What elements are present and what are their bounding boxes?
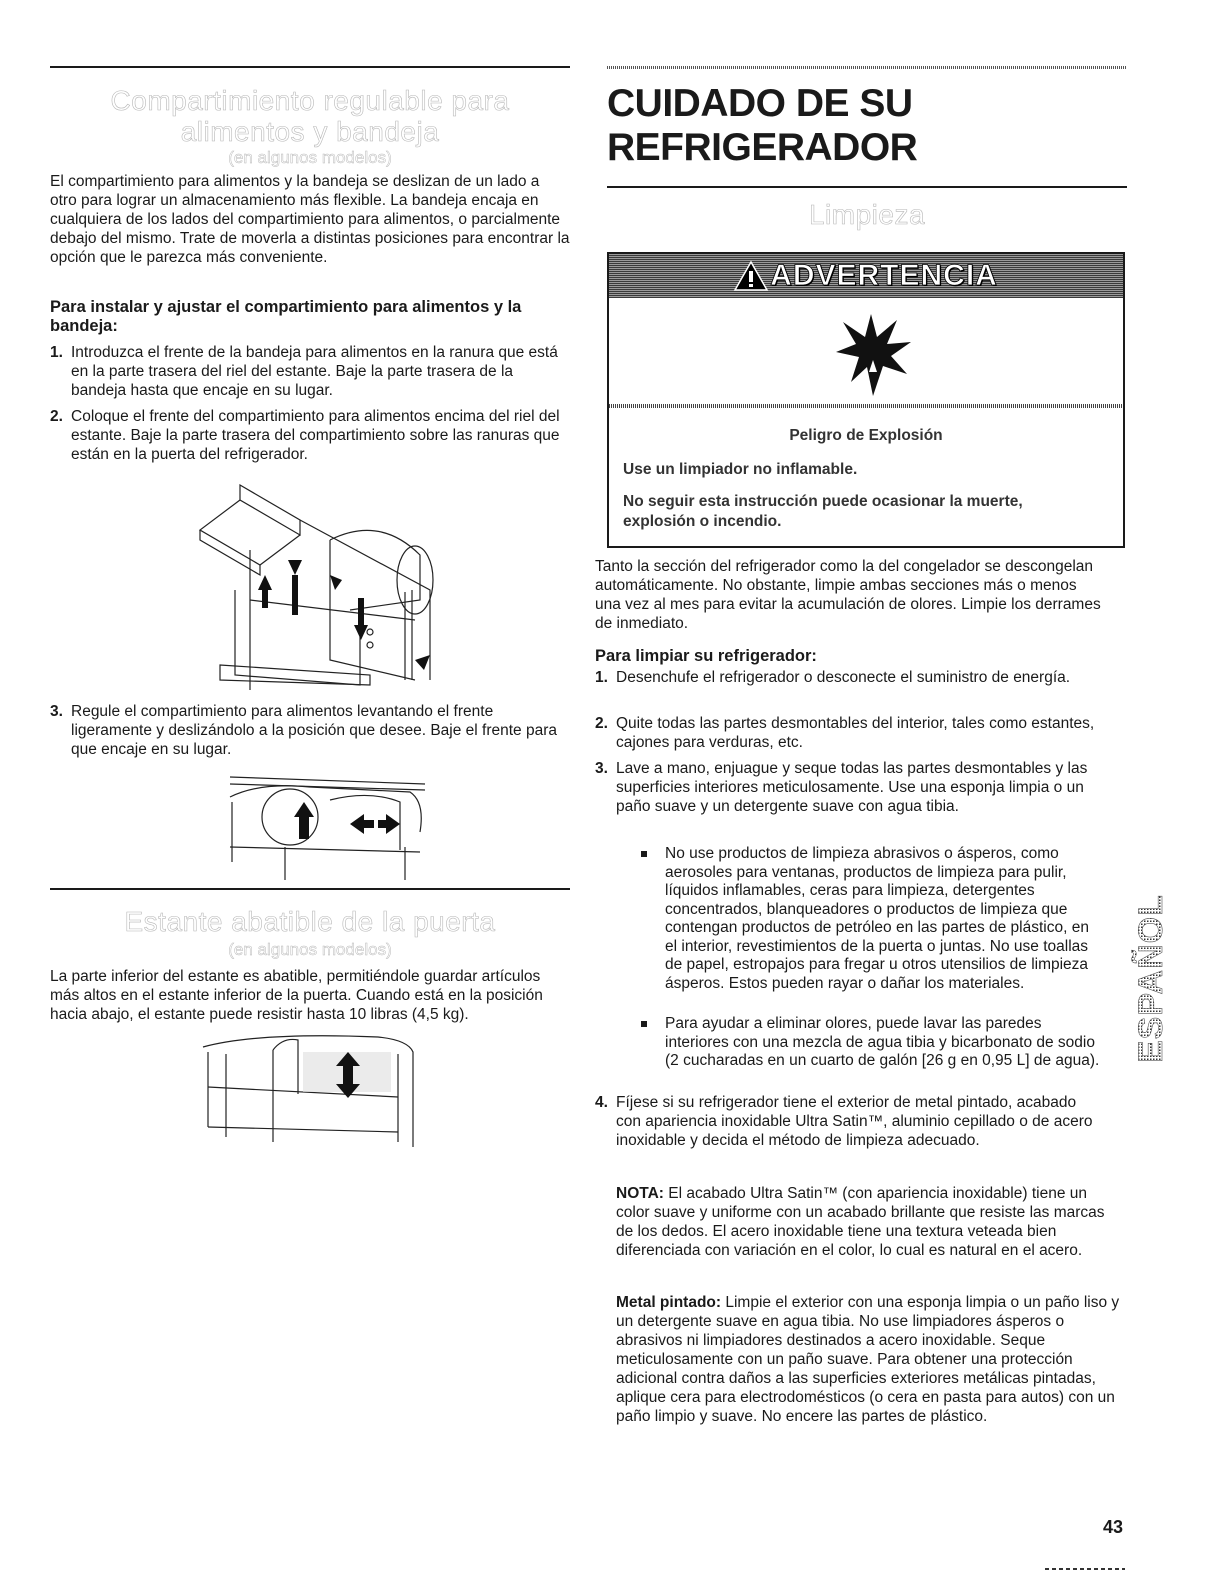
step-text: Desenchufe el refrigerador o desconecte el suministro de energía. (616, 669, 1071, 686)
clean-step-3 (595, 759, 1105, 839)
explosion-icon (831, 312, 915, 398)
step-text: Lave a mano, enjuague y seque todas las partes desmontables y las superficies interiores meticulosamente. Use una esponja limpia o un paño suave y un detergente suave con agua tibia. (616, 760, 1088, 815)
note-text: El acabado Ultra Satin™ (con apariencia inoxidable) tiene un color suave y uniforme con un acabado brillante que resiste las marcas de los dedos. El acero inoxidable tiene una textura veteada bien diferenciada con variación en el color, lo cual es natural en el acero. (616, 1185, 1105, 1259)
bullet-item (641, 1015, 1101, 1095)
cleaning-heading: Limpieza (808, 199, 926, 230)
section-subheading: (en algunos modelos) (228, 148, 392, 167)
clean-step-2 (595, 714, 1105, 754)
warning-divider (609, 404, 1123, 408)
step-text: Quite todas las partes desmontables del interior, tales como estantes, cajones para verduras, etc. (616, 715, 1095, 751)
warning-box (607, 252, 1125, 548)
section-rule (607, 186, 1127, 188)
intro-paragraph: El compartimiento para alimentos y la bandeja se deslizan de un lado a otro para lograr un almacenamiento más flexible. La bandeja encaja en cualquiera de los lados del compartimiento para alimentos, o parcialmente debajo del mismo. Trate de moverla a distintas posiciones para encontrar la opción que le parezca más conveniente. (50, 173, 570, 266)
bullet-text: No use productos de limpieza abrasivos o ásperos, como aerosoles para ventanas, productos de limpieza para pulir, líquidos inflamables, ceras para limpieza, detergentes concentrados, blanqueadores o productos de limpieza que contengan productos de petróleo en las partes de plástico, en el interior, revestimientos de la puerta o juntas. No use toallas de papel, estropajos para fregar u otros utensilios de limpieza ásperos. Estos pueden rayar o dañar los materiales. (665, 845, 1089, 992)
step-number: 3. (50, 703, 63, 720)
hazard-label: Peligro de Explosión (789, 427, 943, 444)
step-number: 4. (595, 1094, 608, 1111)
section-heading-line1: Compartimiento regulable para (110, 85, 510, 116)
step-number: 1. (595, 669, 608, 686)
step-number: 1. (50, 344, 63, 361)
step-1 (50, 343, 570, 403)
step-text: Introduzca el frente de la bandeja para alimentos en la ranura que está en la parte trasera del riel del estante. Baje la parte trasera de la bandeja hasta que encaje en su lugar. (71, 344, 558, 399)
clean-step-4 (595, 1093, 1105, 1173)
step-2 (50, 407, 570, 467)
step-text: Coloque el frente del compartimiento para alimentos encima del riel del estante. Baje la parte trasera del compartimiento sobre las ranuras que están en la puerta del refrigerador. (71, 408, 560, 463)
warning-banner (609, 254, 1123, 298)
bullet-marker (641, 1021, 647, 1027)
cleaning-intro: Tanto la sección del refrigerador como la del congelador se descongelan automáticamente. No obstante, limpie ambas secciones más o menos una vez al mes para evitar la acumulación de olores. Limpie los derrames de inmediato. (595, 558, 1101, 632)
warning-line2a: No seguir esta instrucción puede ocasionar la muerte, (623, 493, 1023, 510)
warning-title: ADVERTENCIA (770, 259, 998, 292)
step-text: Regule el compartimiento para alimentos levantando el frente ligeramente y deslizándolo a la posición que desee. Baje el frente para que encaje en su lugar. (71, 703, 557, 758)
page-number: 43 (1103, 1517, 1124, 1537)
language-side-tab (1132, 815, 1170, 1065)
door-shelf-subheading: (en algunos modelos) (228, 940, 392, 959)
page-title-line1: CUIDADO DE SU (607, 82, 913, 125)
step-3 (50, 702, 570, 762)
side-tab-label: ESPAÑOL (1132, 894, 1170, 1063)
step-number: 3. (595, 760, 608, 777)
bottom-dotted-rule (1045, 1568, 1125, 1570)
painted-metal-text: Limpie el exterior con una esponja limpia o un paño liso y un detergente suave en agua tibia. No use limpiadores ásperos o abrasivos ni limpiadores destinados a acero inoxidable. Seque meticulosamente con un paño suave. Para obtener una protección adicional contra daños a las superficies exteriores metálicas pintadas, aplique cera para electrodomésticos (o cera en pasta para autos) con un paño limpio y suave. No encere las partes de plástico. (616, 1294, 1120, 1425)
warning-triangle-icon (734, 261, 768, 291)
door-shelf-paragraph: La parte inferior del estante es abatible, permitiéndole guardar artículos más altos en el estante inferior de la puerta. Cuando está en la posición hacia abajo, el estante puede resistir hasta 10 libras (4,5 kg). (50, 968, 543, 1023)
door-shelf-illustration (198, 1032, 420, 1147)
painted-metal-paragraph (616, 1293, 1121, 1426)
bullet-text: Para ayudar a eliminar olores, puede lavar las paredes interiores con una mezcla de agua tibia y bicarbonato de sodio (2 cucharadas en un cuarto de galón [26 g en 0,95 L] de agua). (665, 1015, 1100, 1069)
bullet-marker (641, 851, 647, 857)
bullet-item (641, 845, 1101, 1015)
warning-line2b: explosión o incendio. (623, 513, 782, 530)
title-top-dotted-rule (607, 66, 1127, 69)
section-rule (50, 66, 570, 68)
clean-step-1 (595, 668, 1105, 708)
step-text: Fíjese si su refrigerador tiene el exterior de metal pintado, acabado con apariencia inoxidable Ultra Satin™, aluminio cepillado o de acero inoxidable y decida el método de limpieza adecuado. (616, 1094, 1093, 1149)
clean-heading: Para limpiar su refrigerador: (595, 647, 817, 665)
bin-tray-illustration (180, 480, 442, 690)
note-paragraph (616, 1184, 1116, 1260)
warning-line1: Use un limpiador no inflamable. (623, 461, 858, 478)
step-number: 2. (50, 408, 63, 425)
page-title-line2: REFRIGERADOR (607, 126, 918, 169)
instructions-heading: Para instalar y ajustar el compartimiento para alimentos y la bandeja: (50, 298, 522, 335)
bin-adjust-illustration (220, 772, 430, 880)
door-shelf-heading: Estante abatible de la puerta (124, 906, 496, 937)
section-heading-line2: alimentos y bandeja (180, 116, 440, 147)
painted-metal-label: Metal pintado: (616, 1294, 722, 1311)
note-label: NOTA: (616, 1185, 664, 1202)
section-rule (50, 888, 570, 890)
step-number: 2. (595, 715, 608, 732)
